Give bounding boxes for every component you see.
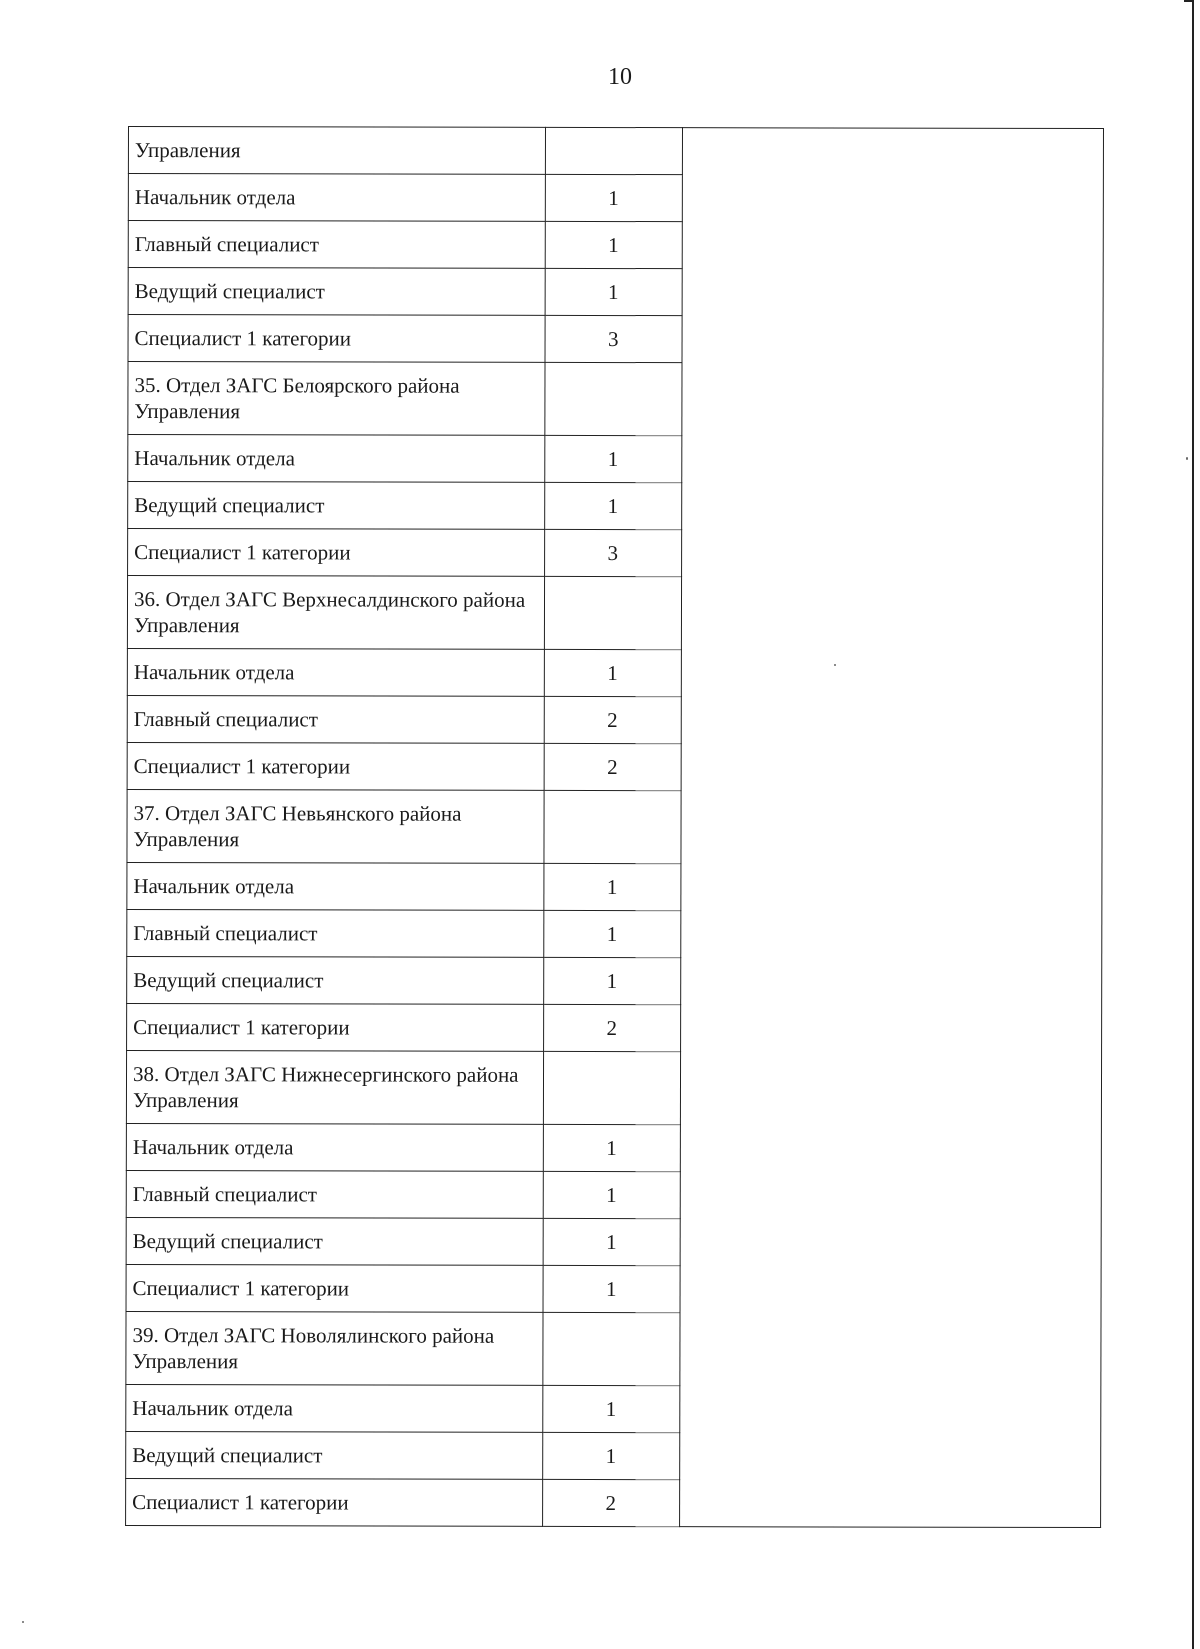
position-cell: 39. Отдел ЗАГС Новолялинского района Управления <box>126 1311 543 1385</box>
scan-speck <box>1186 457 1188 460</box>
count-cell: 1 <box>543 910 680 957</box>
count-cell <box>545 362 682 435</box>
scan-speck <box>834 664 836 666</box>
position-cell: Начальник отдела <box>128 174 545 222</box>
position-cell: Специалист 1 категории <box>128 315 545 363</box>
position-cell: Главный специалист <box>126 1170 543 1218</box>
count-cell <box>545 127 682 174</box>
staffing-table <box>125 126 1104 1528</box>
count-cell: 1 <box>542 1432 679 1479</box>
count-cell <box>543 1312 680 1385</box>
position-cell: Начальник отдела <box>127 862 544 910</box>
count-cell: 1 <box>545 268 682 315</box>
staffing-table-body <box>126 127 1104 1528</box>
empty-notes-cell <box>679 128 1103 1528</box>
position-cell: Начальник отдела <box>126 1384 543 1432</box>
position-cell: 36. Отдел ЗАГС Верхнесалдинского района Управления <box>127 576 544 650</box>
count-cell: 1 <box>543 1265 680 1312</box>
count-cell: 1 <box>544 435 681 482</box>
position-cell: Специалист 1 категории <box>127 742 544 790</box>
count-cell <box>544 576 681 649</box>
position-cell: 37. Отдел ЗАГС Невьянского района Управления <box>127 789 544 863</box>
count-cell: 1 <box>542 1385 679 1432</box>
position-cell: Специалист 1 категории <box>126 1478 543 1526</box>
count-cell: 2 <box>544 743 681 790</box>
count-cell: 1 <box>543 957 680 1004</box>
count-cell: 3 <box>544 529 681 576</box>
position-cell: Главный специалист <box>127 909 544 957</box>
count-cell <box>543 1051 680 1124</box>
position-cell: Главный специалист <box>127 695 544 743</box>
count-cell: 1 <box>544 649 681 696</box>
count-cell: 1 <box>545 174 682 221</box>
count-cell: 1 <box>544 863 681 910</box>
count-cell: 2 <box>543 1004 680 1051</box>
count-cell: 1 <box>545 221 682 268</box>
position-cell: Ведущий специалист <box>126 1431 543 1479</box>
count-cell: 2 <box>542 1479 679 1526</box>
position-cell: Специалист 1 категории <box>127 1003 544 1051</box>
count-cell: 1 <box>543 1124 680 1171</box>
page-number: 10 <box>608 64 632 90</box>
position-cell: Начальник отдела <box>127 648 544 696</box>
position-cell: Главный специалист <box>128 221 545 269</box>
count-cell: 1 <box>543 1171 680 1218</box>
position-cell: Управления <box>128 127 545 175</box>
position-cell: Начальник отдела <box>128 435 545 483</box>
position-cell: Ведущий специалист <box>128 482 545 530</box>
count-cell: 2 <box>544 696 681 743</box>
position-cell: Ведущий специалист <box>127 956 544 1004</box>
count-cell: 1 <box>544 482 681 529</box>
position-cell: 38. Отдел ЗАГС Нижнесергинского района Управления <box>126 1050 543 1124</box>
position-cell: Начальник отдела <box>126 1123 543 1171</box>
department-header-row <box>128 127 1103 176</box>
count-cell: 3 <box>545 315 682 362</box>
count-cell: 1 <box>543 1218 680 1265</box>
position-cell: 35. Отдел ЗАГС Белоярского района Управления <box>128 362 545 436</box>
count-cell <box>544 790 681 863</box>
position-cell: Ведущий специалист <box>128 268 545 316</box>
position-cell: Ведущий специалист <box>126 1217 543 1265</box>
scan-edge-mark <box>1192 0 1200 1649</box>
position-cell: Специалист 1 категории <box>128 529 545 577</box>
scan-speck <box>22 1621 24 1623</box>
position-cell: Специалист 1 категории <box>126 1264 543 1312</box>
